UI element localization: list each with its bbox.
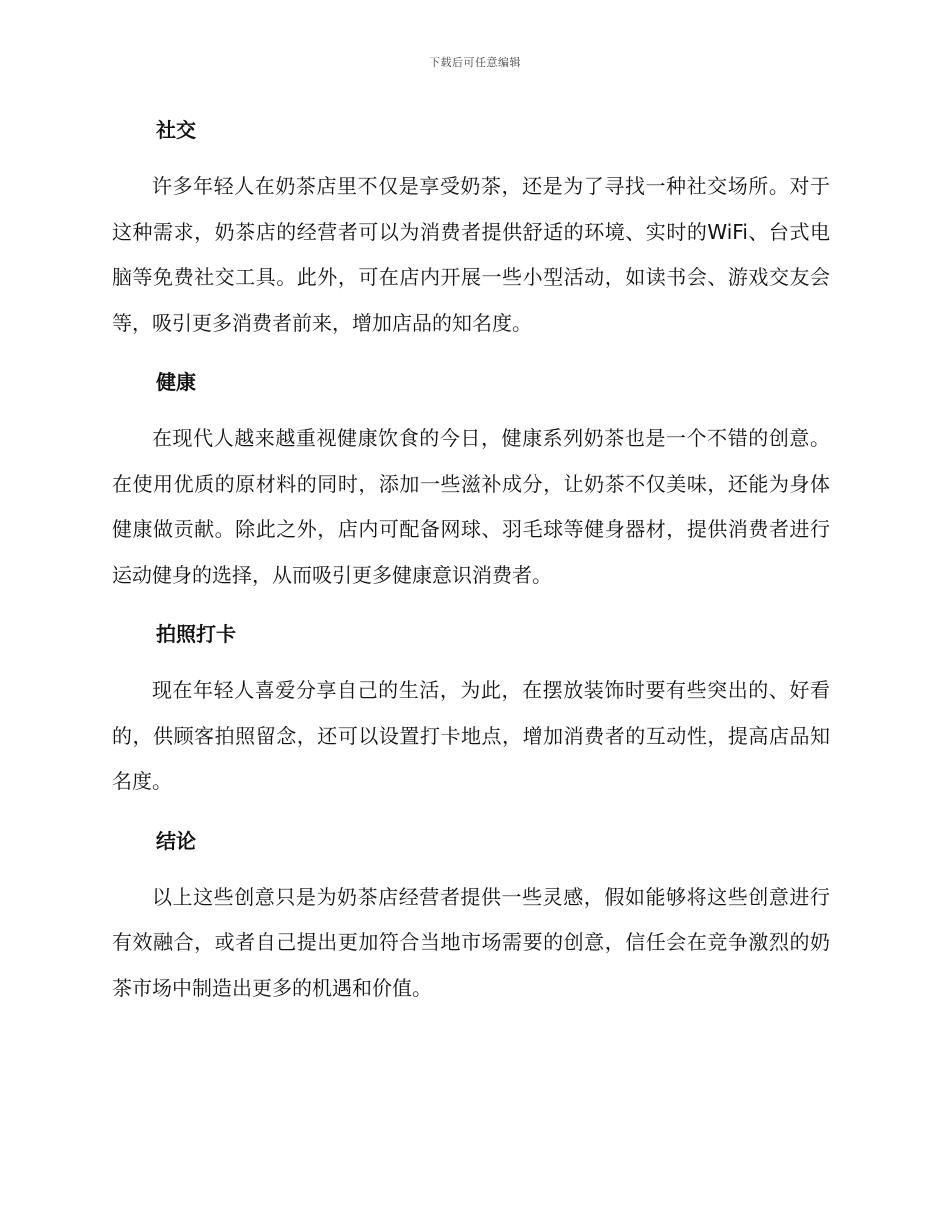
document-body — [112, 108, 830, 1023]
section-paragraph-social: 许多年轻人在奶茶店里不仅是享受奶茶，还是为了寻找一种社交场所。对于这种需求，奶茶店的经营者可以为消费者提供舒适的环境、实时的WiFi、台式电脑等免费社交工具。此外，可在店内开展一些小型活动，如读书会、游戏交友会等，吸引更多消费者前来，增加店品的知名度。 — [112, 174, 830, 335]
header-note: 下载后可任意编辑 — [429, 56, 521, 69]
section-heading-health: 健康 — [156, 370, 196, 394]
section-heading-photo-checkin: 拍照打卡 — [156, 622, 236, 646]
section-paragraph-photo-checkin: 现在年轻人喜爱分享自己的生活，为此，在摆放装饰时要有些突出的、好看的，供顾客拍照留念，还可以设置打卡地点，增加消费者的互动性，提高店品知名度。 — [112, 678, 830, 793]
section-paragraph-conclusion: 以上这些创意只是为奶茶店经营者提供一些灵感，假如能够将这些创意进行有效融合，或者自己提出更加符合当地市场需要的创意，信任会在竞争激烈的奶茶市场中制造出更多的机遇和价值。 — [112, 884, 830, 1000]
section-heading-conclusion: 结论 — [156, 828, 196, 853]
section-paragraph-health: 在现代人越来越重视健康饮食的今日，健康系列奶茶也是一个不错的创意。在使用优质的原材料的同时，添加一些滋补成分，让奶茶不仅美味，还能为身体健康做贡献。除此之外，店内可配备网球、羽毛球等健身器材，提供消费者进行运动健身的选择，从而吸引更多健康意识消费者。 — [112, 426, 830, 587]
section-heading-social: 社交 — [156, 118, 196, 142]
